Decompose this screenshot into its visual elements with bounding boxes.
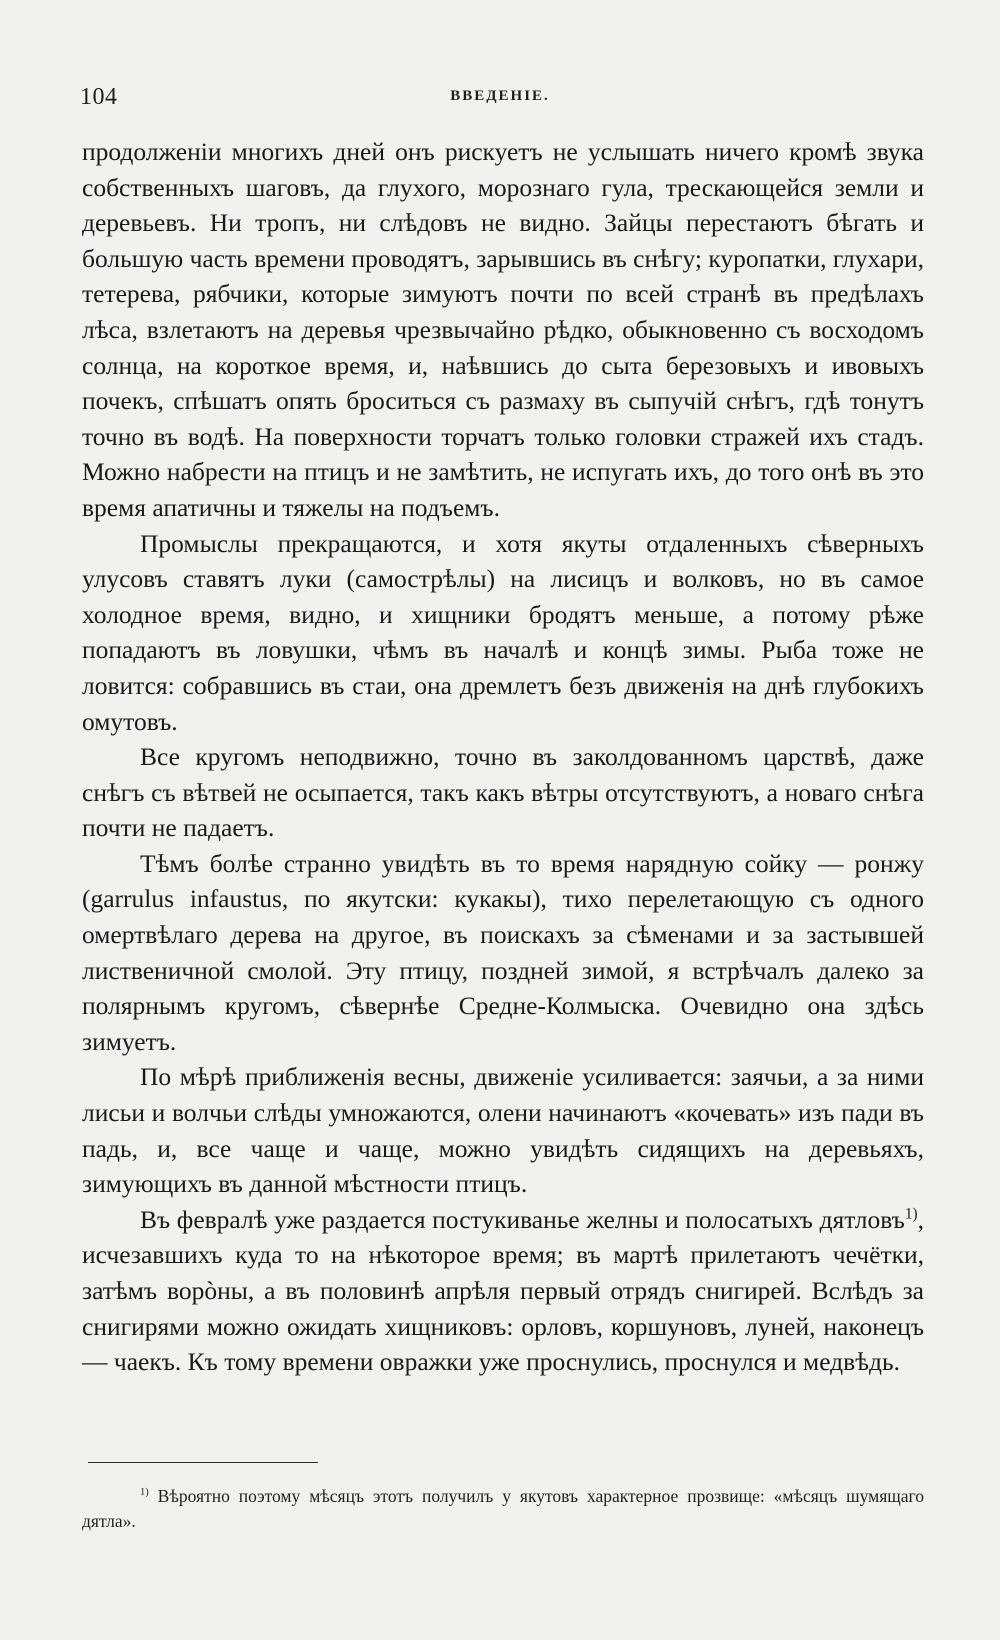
paragraph-continued: продолженіи многихъ дней онъ рискуетъ не услышать ничего кромѣ звука собственныхъ шаговъ, да глухого, морознаго гула, трескающейся земли и деревьевъ. Ни тропъ, ни слѣдовъ не видно. Зайцы перестаютъ бѣгать и большую часть времени проводятъ, зарывшись въ снѣгу; куропатки, глухари, тетерева, рябчики, которые зимуютъ почти по всей странѣ въ предѣлахъ лѣса, взлетаютъ на деревья чрезвычайно рѣдко, обыкновенно съ восходомъ солнца, на короткое время, и, наѣвшись до сыта березовыхъ и ивовыхъ почекъ, спѣшатъ опять броситься съ размаху въ сыпучій снѣгъ, гдѣ тонутъ точно въ водѣ. На поверхности торчатъ только головки стражей ихъ стадъ. Можно набрести на птицъ и не замѣтить, не испугать ихъ, до того онѣ въ это время апатичны и тяжелы на подъемъ. [82,137,924,522]
paragraph-jay: Тѣмъ болѣе странно увидѣть въ то время нарядную сойку — ронжу (garrulus infaustus, по якутски: кукакы), тихо перелетающую съ одного омертвѣлаго дерева на другое, въ поискахъ за сѣменами и за застывшей лиственичной смолой. Эту птицу, поздней зимой, я встрѣчалъ далеко за полярнымъ кругомъ, сѣвернѣе Средне-Колмыска. Очевидно она здѣсь зимуетъ. [82,848,924,1056]
footnote-marker: 1) [140,1487,149,1499]
page-number: 104 [80,84,118,110]
page-header [80,84,920,116]
paragraph-february-text-after: , исчезавшихъ куда то на нѣкоторое время; въ мартѣ прилетаютъ чечётки, затѣмъ ворòны, а въ половинѣ апрѣля первый отрядъ снигирей. Вслѣдъ за снигирями можно ожидать хищниковъ: орловъ, коршуновъ, луней, наконецъ — чаекъ. Къ тому времени овражки уже проснулись, проснулся и медвѣдь. [82,1204,924,1377]
paragraph-february [82,1202,924,1380]
paragraph-stillness: Все кругомъ неподвижно, точно въ заколдованномъ царствѣ, даже снѣгъ съ вѣтвей не осыпается, такъ какъ вѣтры отсутствуютъ, а новаго снѣга почти не падаетъ. [82,742,924,843]
footnote-text: Вѣроятно поэтому мѣсяцъ этотъ получилъ у якутовъ характерное прозвище: «мѣсяцъ шумящаго дятла». [82,1486,924,1531]
running-title: ВВЕДЕНІЕ. [450,88,550,104]
main-text [82,134,924,1380]
footnote [82,1484,924,1534]
footnote-divider [88,1462,318,1463]
paragraph-hunting: Промыслы прекращаются, и хотя якуты отдаленныхъ сѣверныхъ улусовъ ставятъ луки (самострѣлы) на лисицъ и волковъ, но въ самое холодное время, видно, и хищники бродятъ меньше, а потому рѣже попадаютъ въ ловушки, чѣмъ въ началѣ и концѣ зимы. Рыба тоже не ловится: собравшись въ стаи, она дремлетъ безъ движенія на днѣ глубокихъ омутовъ. [82,528,924,736]
paragraph-february-text-before: Въ февралѣ уже раздается постукиванье желны и полосатыхъ дятловъ [140,1204,905,1234]
footnote-reference: 1) [904,1205,918,1223]
paragraph-spring: По мѣрѣ приближенія весны, движеніе усиливается: заячьи, а за ними лисьи и волчьи слѣды умножаются, олени начинаютъ «кочевать» изъ пади въ падь, и, все чаще и чаще, можно увидѣть сидящихъ на деревьяхъ, зимующихъ въ данной мѣстности птицъ. [82,1062,924,1199]
